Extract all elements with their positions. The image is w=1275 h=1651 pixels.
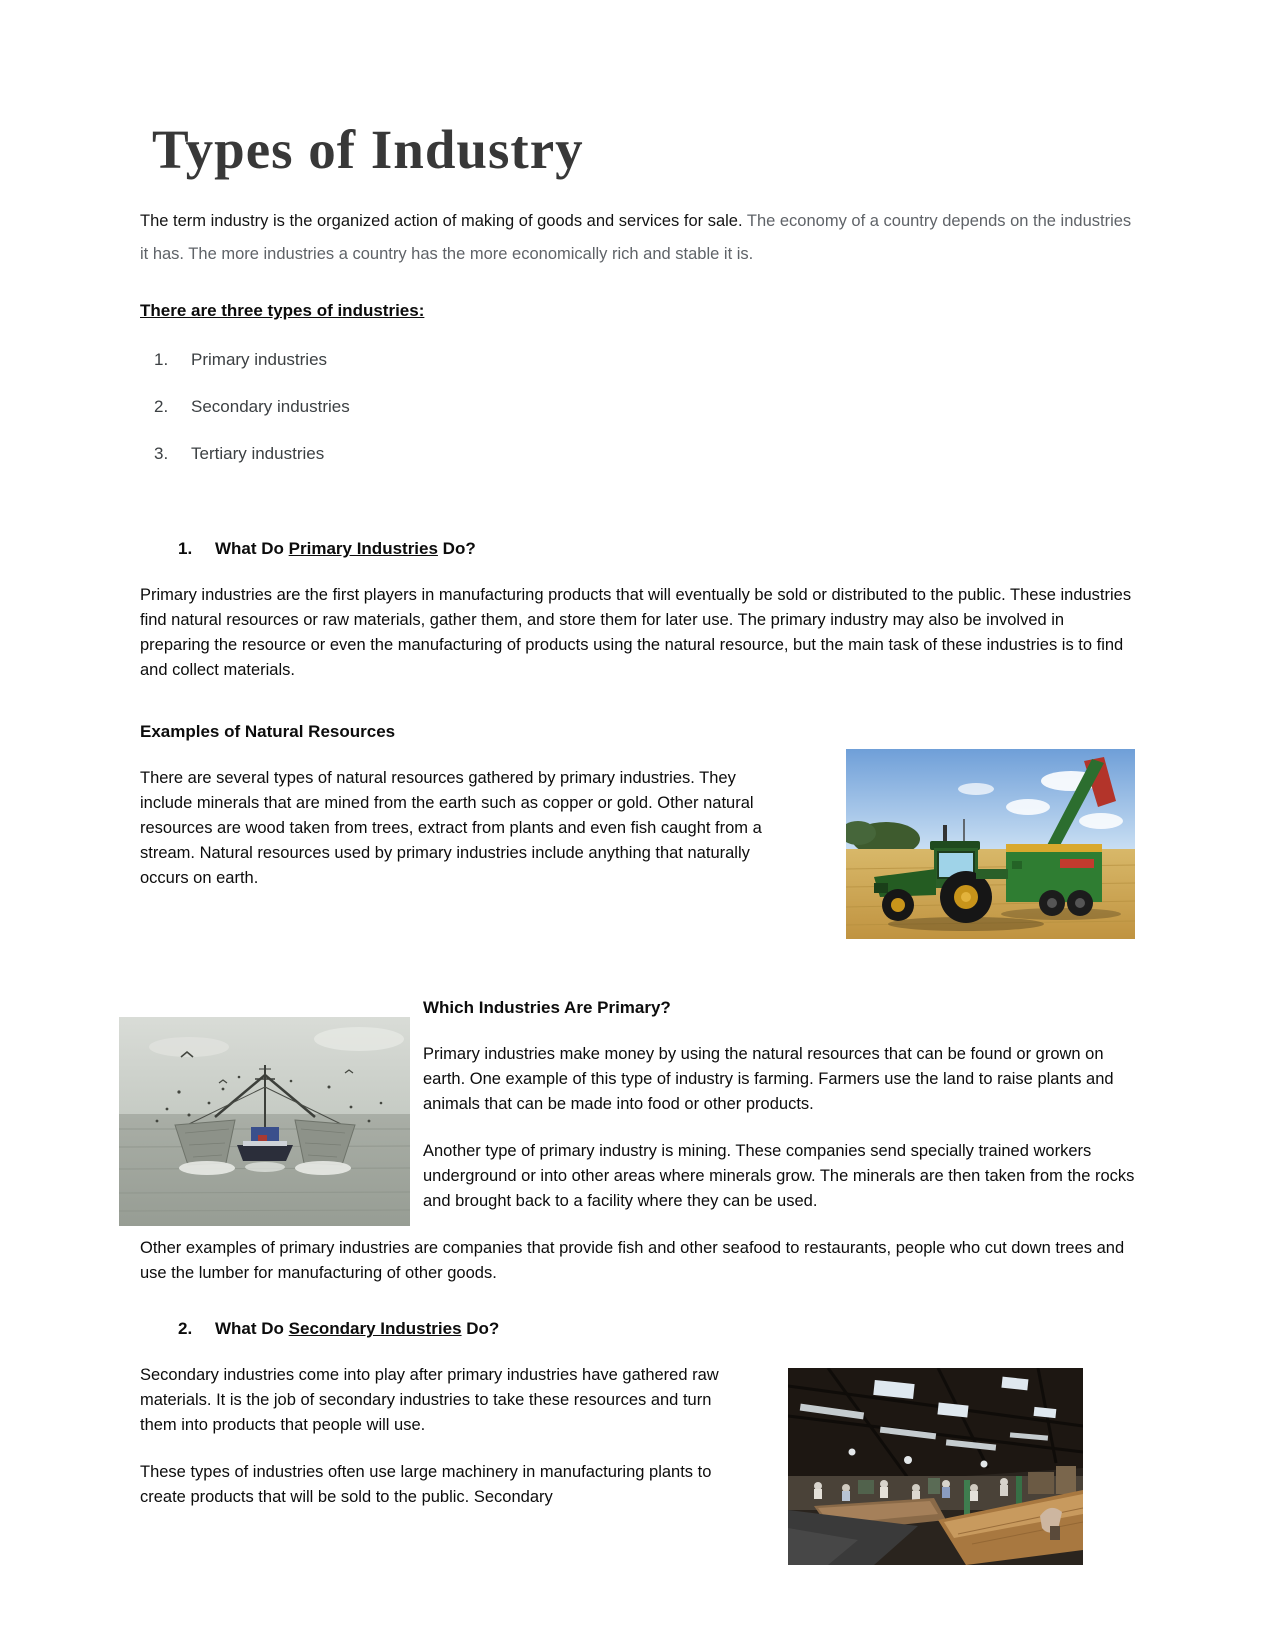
intro-sentence-1: The term industry is the organized action of making of goods and services for sale. <box>140 212 743 231</box>
industry-types-list <box>140 347 1135 466</box>
section-2-title-suffix: Do? <box>461 1319 500 1339</box>
fishing-trawler-photo <box>119 1017 410 1226</box>
list-item <box>140 394 1135 419</box>
three-types-heading: There are three types of industries: <box>140 301 425 321</box>
intro-paragraph <box>140 205 1135 271</box>
examples-heading: Examples of Natural Resources <box>140 722 396 742</box>
natural-resources-block <box>140 719 1135 949</box>
tractor-grain-cart-photo <box>846 749 1135 939</box>
factory-floor-photo <box>788 1368 1083 1565</box>
list-item-label: Primary industries <box>191 350 328 370</box>
section-1-heading <box>140 536 1135 561</box>
list-item-number: 2. <box>154 397 169 417</box>
which-primary-heading: Which Industries Are Primary? <box>423 998 671 1018</box>
which-primary-block <box>140 995 1135 1214</box>
page-title: Types of Industry <box>152 119 584 180</box>
section-2-number: 2. <box>178 1319 193 1339</box>
secondary-industries-block <box>140 1316 1135 1575</box>
section-1-paragraph: Primary industries are the first players in manufacturing products that will eventually be sold or distributed to the public. These industries find natural resources or raw materials, gather them, and store them for later use. The primary industry may also be involved in preparing the resource or even the manufacturing of products using the natural resource, but the main task of these industries is to find and collect materials. <box>140 586 1132 680</box>
section-1-title-prefix: What Do <box>215 539 289 559</box>
list-item <box>140 441 1135 466</box>
section-1-title-underlined: Primary Industries <box>288 539 438 559</box>
other-examples-paragraph: Other examples of primary industries are companies that provide fish and other seafood to restaurants, people who cut down trees and use the lumber for manufacturing of other goods. <box>140 1239 1125 1283</box>
list-item-number: 1. <box>154 350 169 370</box>
section-2-heading <box>140 1316 1135 1341</box>
section-2-title-prefix: What Do <box>215 1319 289 1339</box>
section-2-title-underlined: Secondary Industries <box>288 1319 462 1339</box>
examples-paragraph: There are several types of natural resources gathered by primary industries. They include minerals that are mined from the earth such as copper or gold. Other natural resources are wood taken from trees, extract from plants and even fish caught from a stream. Natural resources used by primary industries include anything that naturally occurs on earth. <box>140 769 762 888</box>
section-1-title-suffix: Do? <box>437 539 476 559</box>
list-item-label: Tertiary industries <box>191 444 325 464</box>
which-primary-paragraph-2: Another type of primary industry is mining. These companies send specially trained workers underground or into other areas where minerals grow. The minerals are then taken from the rocks and brought back to a facility where they can be used. <box>423 1142 1135 1211</box>
list-item-number: 3. <box>154 444 169 464</box>
list-item <box>140 347 1135 372</box>
section-1-number: 1. <box>178 539 193 559</box>
intro-sentence-2: The economy of a country depends on the industries it has. The more industries a country has the more economically rich and stable it is. <box>140 212 1132 264</box>
section-2-paragraph-2: These types of industries often use large machinery in manufacturing plants to create products that will be sold to the public. Secondary <box>140 1463 712 1507</box>
list-item-label: Secondary industries <box>191 397 350 417</box>
which-primary-paragraph-1: Primary industries make money by using the natural resources that can be found or grown on earth. One example of this type of industry is farming. Farmers use the land to raise plants and animals that can be made into food or other products. <box>423 1045 1114 1114</box>
section-2-paragraph-1: Secondary industries come into play after primary industries have gathered raw materials. It is the job of secondary industries to take these resources and turn them into products that people will use. <box>140 1366 719 1435</box>
